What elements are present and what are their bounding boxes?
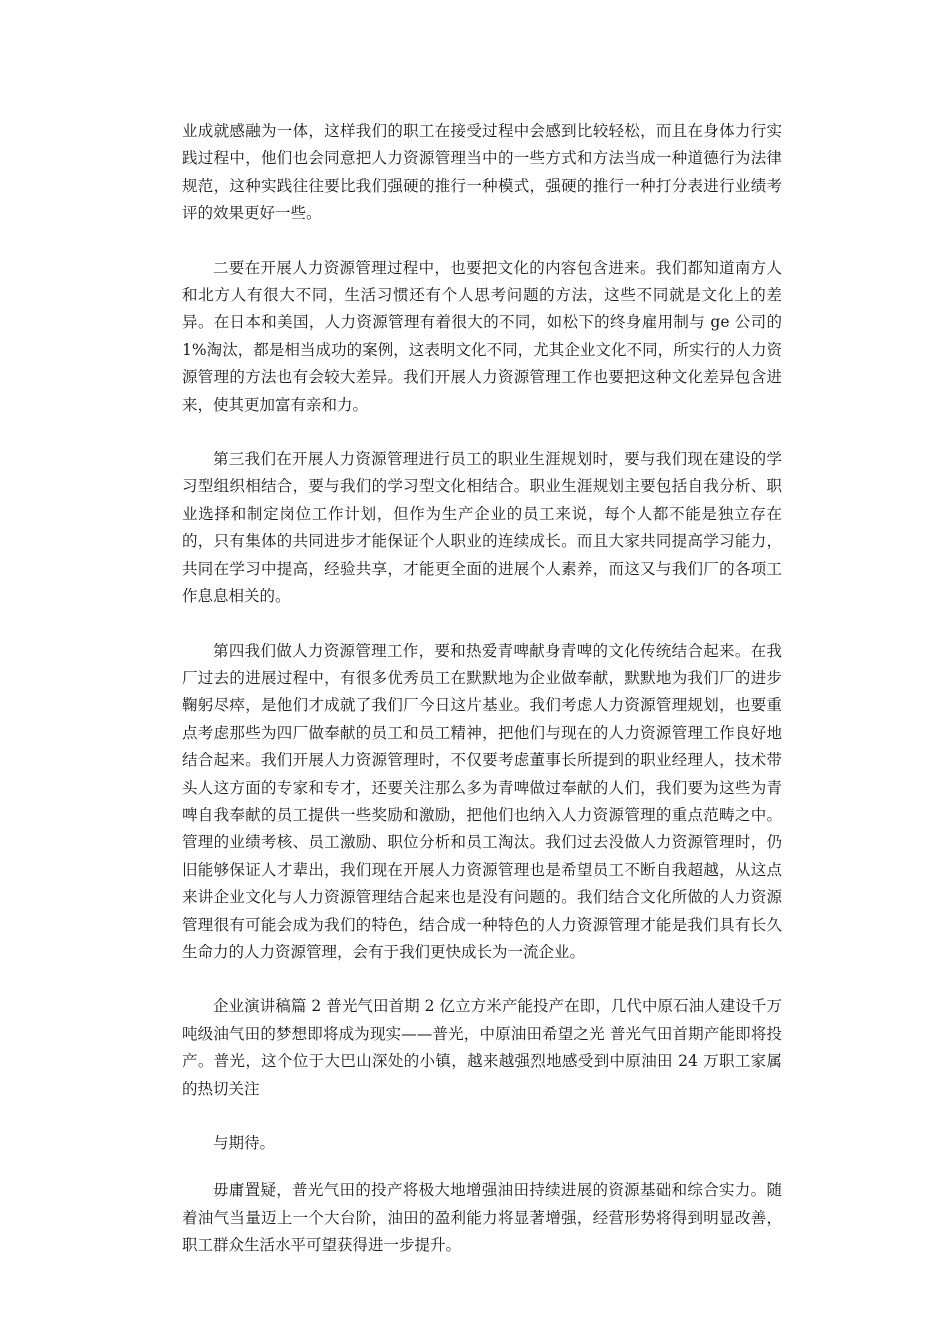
- paragraph-1: 业成就感融为一体，这样我们的职工在接受过程中会感到比较轻松，而且在身体力行实践过程中，他们也会同意把人力资源管理当中的一些方式和方法当成一种道德行为法律规范，这种实践往往要比我们强硬的推行一种模式，强硬的推行一种打分表进行业绩考评的效果更好一些。: [182, 122, 782, 223]
- paragraph-6: 与期待。: [213, 1134, 276, 1152]
- paragraph-4: 第四我们做人力资源管理工作，要和热爱青啤献身青啤的文化传统结合起来。在我厂过去的进展过程中，有很多优秀员工在默默地为企业做奉献，默默地为我们厂的进步鞠躬尽瘁，是他们才成就了我们厂今日这片基业。我们考虑人力资源管理规划，也要重点考虑那些为四厂做奉献的员工和员工精神，把他们与现在的人力资源管理工作良好地结合起来。我们开展人力资源管理时，不仅要考虑董事长所提到的职业经理人，技术带头人这方面的专家和专才，还要关注那么多为青啤做过奉献的人们，我们要为这些为青啤自我奉献的员工提供一些奖励和激励，把他们也纳入人力资源管理的重点范畴之中。管理的业绩考核、员工激励、职位分析和员工淘汰。我们过去没做人力资源管理时，仍旧能够保证人才辈出，我们现在开展人力资源管理也是希望员工不断自我超越，从这点来讲企业文化与人力资源管理结合起来也是没有问题的。我们结合文化所做的人力资源管理很有可能会成为我们的特色，结合成一种特色的人力资源管理才能是我们具有长久生命力的人力资源管理，会有于我们更快成长为一流企业。: [182, 641, 782, 961]
- paragraph-7: 毋庸置疑，普光气田的投产将极大地增强油田持续进展的资源基础和综合实力。随着油气当量迈上一个大台阶，油田的盈利能力将显著增强，经营形势将得到明显改善，职工群众生活水平可望获得进一步提升。: [182, 1181, 782, 1255]
- paragraph-2: 二要在开展人力资源管理过程中，也要把文化的内容包含进来。我们都知道南方人和北方人有很大不同，生活习惯还有个人思考问题的方法，这些不同就是文化上的差异。在日本和美国，人力资源管理有着很大的不同，如松下的终身雇用制与 ge 公司的 1%淘汰，都是相当成功的案例，这表明文化不同，尤其企业文化不同，所实行的人力资源管理的方法也有会较大差异。我们开展人力资源管理工作也要把这种文化差异包含进来，使其更加富有亲和力。: [182, 258, 782, 414]
- paragraph-3: 第三我们在开展人力资源管理进行员工的职业生涯规划时，要与我们现在建设的学习型组织相结合，要与我们的学习型文化相结合。职业生涯规划主要包括自我分析、职业选择和制定岗位工作计划，但作为生产企业的员工来说，每个人都不能是独立存在的，只有集体的共同进步才能保证个人职业的连续成长。而且大家共同提高学习能力，共同在学习中提高，经验共享，才能更全面的进展个人素养，而这又与我们厂的各项工作息息相关的。: [182, 450, 782, 606]
- document-page: [182, 118, 782, 1287]
- paragraph-5: 企业演讲稿篇 2 普光气田首期 2 亿立方米产能投产在即，几代中原石油人建设千万吨级油气田的梦想即将成为现实——普光，中原油田希望之光 普光气田首期产能即将投产。普光，这个位于大巴山深处的小镇，越来越强烈地感受到中原油田 24 万职工家属的热切关注: [182, 997, 782, 1098]
